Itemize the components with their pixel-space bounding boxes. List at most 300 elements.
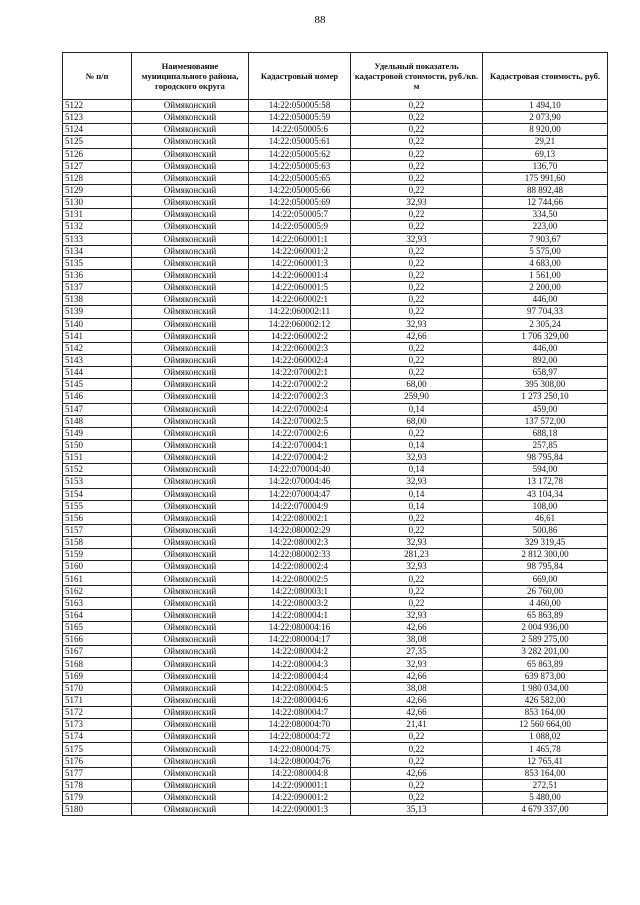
cadastral-number: 14:22:080002:29: [249, 524, 351, 536]
cadastral-value: 26 760,00: [483, 585, 608, 597]
row-number: 5161: [63, 573, 132, 585]
row-number: 5146: [63, 391, 132, 403]
table-row: [63, 767, 608, 779]
cadastral-number: 14:22:080002:1: [249, 512, 351, 524]
row-number: 5130: [63, 197, 132, 209]
unit-value: 32,93: [351, 476, 483, 488]
row-number: 5173: [63, 719, 132, 731]
row-number: 5145: [63, 379, 132, 391]
table-row: [63, 488, 608, 500]
cadastral-value: 5 480,00: [483, 792, 608, 804]
unit-value: 0,22: [351, 136, 483, 148]
cadastral-number: 14:22:080004:6: [249, 694, 351, 706]
district-name: Оймяконский: [132, 379, 249, 391]
district-name: Оймяконский: [132, 634, 249, 646]
district-name: Оймяконский: [132, 779, 249, 791]
row-number: 5149: [63, 427, 132, 439]
row-number: 5167: [63, 646, 132, 658]
cadastral-number: 14:22:080004:17: [249, 634, 351, 646]
unit-value: 0,22: [351, 100, 483, 112]
cadastral-number: 14:22:060002:11: [249, 306, 351, 318]
table-row: [63, 342, 608, 354]
cadastral-value: 13 172,78: [483, 476, 608, 488]
table-row: [63, 257, 608, 269]
cadastral-value: 12 560 664,00: [483, 719, 608, 731]
row-number: 5165: [63, 622, 132, 634]
unit-value: 0,22: [351, 512, 483, 524]
unit-value: 42,66: [351, 707, 483, 719]
row-number: 5155: [63, 500, 132, 512]
cadastral-number: 14:22:080004:3: [249, 658, 351, 670]
cadastral-value: 2 073,90: [483, 112, 608, 124]
cadastral-value: 98 795,84: [483, 452, 608, 464]
header-unit-value: Удельный показатель кадастровой стоимости, руб./кв. м: [351, 53, 483, 100]
row-number: 5148: [63, 415, 132, 427]
row-number: 5126: [63, 148, 132, 160]
cadastral-value: 594,00: [483, 464, 608, 476]
row-number: 5147: [63, 403, 132, 415]
district-name: Оймяконский: [132, 561, 249, 573]
district-name: Оймяконский: [132, 646, 249, 658]
cadastral-value: 2 004 936,00: [483, 622, 608, 634]
district-name: Оймяконский: [132, 124, 249, 136]
cadastral-number: 14:22:050005:69: [249, 197, 351, 209]
unit-value: 42,66: [351, 767, 483, 779]
row-number: 5132: [63, 221, 132, 233]
cadastral-number: 14:22:050005:61: [249, 136, 351, 148]
row-number: 5153: [63, 476, 132, 488]
cadastral-number: 14:22:080002:4: [249, 561, 351, 573]
table-row: [63, 136, 608, 148]
table-row: [63, 427, 608, 439]
district-name: Оймяконский: [132, 415, 249, 427]
table-row: [63, 221, 608, 233]
district-name: Оймяконский: [132, 743, 249, 755]
table-row: [63, 354, 608, 366]
district-name: Оймяконский: [132, 354, 249, 366]
row-number: 5166: [63, 634, 132, 646]
table-header-row: [63, 53, 608, 100]
cadastral-value: 446,00: [483, 342, 608, 354]
cadastral-number: 14:22:080004:4: [249, 670, 351, 682]
unit-value: 0,22: [351, 257, 483, 269]
row-number: 5158: [63, 537, 132, 549]
unit-value: 0,22: [351, 221, 483, 233]
district-name: Оймяконский: [132, 221, 249, 233]
row-number: 5163: [63, 597, 132, 609]
table-row: [63, 524, 608, 536]
row-number: 5135: [63, 257, 132, 269]
cadastral-number: 14:22:090001:3: [249, 804, 351, 816]
table-row: [63, 779, 608, 791]
district-name: Оймяконский: [132, 184, 249, 196]
cadastral-number: 14:22:070004:2: [249, 452, 351, 464]
district-name: Оймяконский: [132, 233, 249, 245]
table-row: [63, 197, 608, 209]
unit-value: 0,14: [351, 488, 483, 500]
cadastral-value: 8 920,00: [483, 124, 608, 136]
cadastral-value: 1 273 250,10: [483, 391, 608, 403]
table-row: [63, 658, 608, 670]
row-number: 5150: [63, 439, 132, 451]
cadastral-number: 14:22:070004:40: [249, 464, 351, 476]
cadastral-number: 14:22:050005:65: [249, 172, 351, 184]
table-row: [63, 646, 608, 658]
row-number: 5131: [63, 209, 132, 221]
unit-value: 0,22: [351, 124, 483, 136]
district-name: Оймяконский: [132, 694, 249, 706]
cadastral-number: 14:22:070002:2: [249, 379, 351, 391]
cadastral-value: 1 706 329,00: [483, 330, 608, 342]
row-number: 5141: [63, 330, 132, 342]
row-number: 5138: [63, 294, 132, 306]
table-row: [63, 294, 608, 306]
row-number: 5125: [63, 136, 132, 148]
cadastral-number: 14:22:080002:5: [249, 573, 351, 585]
table-row: [63, 184, 608, 196]
table-row: [63, 403, 608, 415]
cadastral-number: 14:22:050005:59: [249, 112, 351, 124]
table-row: [63, 500, 608, 512]
district-name: Оймяконский: [132, 269, 249, 281]
cadastral-number: 14:22:070002:5: [249, 415, 351, 427]
district-name: Оймяконский: [132, 160, 249, 172]
cadastral-number: 14:22:080004:76: [249, 755, 351, 767]
unit-value: 0,22: [351, 172, 483, 184]
cadastral-number: 14:22:050005:62: [249, 148, 351, 160]
table-row: [63, 670, 608, 682]
unit-value: 0,22: [351, 354, 483, 366]
cadastral-number: 14:22:080004:5: [249, 682, 351, 694]
district-name: Оймяконский: [132, 403, 249, 415]
row-number: 5151: [63, 452, 132, 464]
page-number: 88: [314, 14, 326, 26]
table-row: [63, 537, 608, 549]
district-name: Оймяконский: [132, 658, 249, 670]
cadastral-value: 2 812 300,00: [483, 549, 608, 561]
unit-value: 0,22: [351, 573, 483, 585]
unit-value: 42,66: [351, 622, 483, 634]
table-row: [63, 792, 608, 804]
table-row: [63, 148, 608, 160]
district-name: Оймяконский: [132, 464, 249, 476]
row-number: 5180: [63, 804, 132, 816]
row-number: 5175: [63, 743, 132, 755]
district-name: Оймяконский: [132, 318, 249, 330]
table-row: [63, 573, 608, 585]
cadastral-value: 2 589 275,00: [483, 634, 608, 646]
district-name: Оймяконский: [132, 670, 249, 682]
row-number: 5136: [63, 269, 132, 281]
cadastral-value: 43 104,34: [483, 488, 608, 500]
district-name: Оймяконский: [132, 209, 249, 221]
row-number: 5164: [63, 609, 132, 621]
unit-value: 0,22: [351, 597, 483, 609]
row-number: 5139: [63, 306, 132, 318]
table-row: [63, 124, 608, 136]
cadastral-value: 1 561,00: [483, 269, 608, 281]
cadastral-value: 853 164,00: [483, 707, 608, 719]
table-row: [63, 476, 608, 488]
header-row-number: № п/п: [63, 53, 132, 100]
table-row: [63, 743, 608, 755]
unit-value: 281,23: [351, 549, 483, 561]
row-number: 5122: [63, 100, 132, 112]
cadastral-value: 1 088,02: [483, 731, 608, 743]
table-row: [63, 561, 608, 573]
row-number: 5152: [63, 464, 132, 476]
table-row: [63, 804, 608, 816]
cadastral-number: 14:22:080004:2: [249, 646, 351, 658]
district-name: Оймяконский: [132, 767, 249, 779]
cadastral-value: 12 744,66: [483, 197, 608, 209]
district-name: Оймяконский: [132, 439, 249, 451]
cadastral-number: 14:22:070004:47: [249, 488, 351, 500]
row-number: 5137: [63, 282, 132, 294]
table-row: [63, 306, 608, 318]
district-name: Оймяконский: [132, 500, 249, 512]
table-row: [63, 233, 608, 245]
row-number: 5143: [63, 354, 132, 366]
district-name: Оймяконский: [132, 427, 249, 439]
cadastral-number: 14:22:070004:9: [249, 500, 351, 512]
cadastral-value: 7 903,67: [483, 233, 608, 245]
unit-value: 68,00: [351, 379, 483, 391]
district-name: Оймяконский: [132, 597, 249, 609]
district-name: Оймяконский: [132, 330, 249, 342]
unit-value: 0,22: [351, 294, 483, 306]
cadastral-value: 4 460,00: [483, 597, 608, 609]
cadastral-value: 395 308,00: [483, 379, 608, 391]
unit-value: 0,22: [351, 755, 483, 767]
district-name: Оймяконский: [132, 391, 249, 403]
unit-value: 0,22: [351, 427, 483, 439]
unit-value: 32,93: [351, 318, 483, 330]
row-number: 5169: [63, 670, 132, 682]
cadastral-value: 334,50: [483, 209, 608, 221]
row-number: 5123: [63, 112, 132, 124]
cadastral-number: 14:22:080004:7: [249, 707, 351, 719]
cadastral-number: 14:22:060001:2: [249, 245, 351, 257]
cadastral-value: 446,00: [483, 294, 608, 306]
table-row: [63, 464, 608, 476]
district-name: Оймяконский: [132, 549, 249, 561]
cadastral-number: 14:22:050005:66: [249, 184, 351, 196]
table-row: [63, 318, 608, 330]
row-number: 5133: [63, 233, 132, 245]
district-name: Оймяконский: [132, 172, 249, 184]
row-number: 5127: [63, 160, 132, 172]
cadastral-value: 4 683,00: [483, 257, 608, 269]
table-row: [63, 694, 608, 706]
unit-value: 32,93: [351, 452, 483, 464]
cadastral-number: 14:22:060001:3: [249, 257, 351, 269]
cadastral-value: 1 980 034,00: [483, 682, 608, 694]
unit-value: 32,93: [351, 537, 483, 549]
cadastral-number: 14:22:070002:6: [249, 427, 351, 439]
unit-value: 42,66: [351, 330, 483, 342]
cadastral-value: 136,70: [483, 160, 608, 172]
cadastral-number: 14:22:060001:4: [249, 269, 351, 281]
table-row: [63, 160, 608, 172]
table-row: [63, 439, 608, 451]
district-name: Оймяконский: [132, 112, 249, 124]
unit-value: 0,22: [351, 148, 483, 160]
district-name: Оймяконский: [132, 537, 249, 549]
cadastral-value: 459,00: [483, 403, 608, 415]
cadastral-value: 97 704,33: [483, 306, 608, 318]
unit-value: 0,22: [351, 245, 483, 257]
table-body: [63, 100, 608, 816]
row-number: 5144: [63, 367, 132, 379]
unit-value: 27,35: [351, 646, 483, 658]
unit-value: 0,22: [351, 112, 483, 124]
row-number: 5128: [63, 172, 132, 184]
table-row: [63, 452, 608, 464]
row-number: 5156: [63, 512, 132, 524]
table-row: [63, 391, 608, 403]
district-name: Оймяконский: [132, 306, 249, 318]
cadastral-value: 892,00: [483, 354, 608, 366]
district-name: Оймяконский: [132, 282, 249, 294]
cadastral-number: 14:22:050005:7: [249, 209, 351, 221]
table-row: [63, 719, 608, 731]
unit-value: 0,22: [351, 184, 483, 196]
unit-value: 0,22: [351, 306, 483, 318]
cadastral-value: 426 582,00: [483, 694, 608, 706]
cadastral-number: 14:22:090001:1: [249, 779, 351, 791]
table-row: [63, 379, 608, 391]
district-name: Оймяконский: [132, 100, 249, 112]
cadastral-value: 88 892,48: [483, 184, 608, 196]
cadastral-value: 29,21: [483, 136, 608, 148]
unit-value: 0,14: [351, 464, 483, 476]
cadastral-value: 669,00: [483, 573, 608, 585]
district-name: Оймяконский: [132, 342, 249, 354]
cadastral-number: 14:22:080004:72: [249, 731, 351, 743]
cadastral-number: 14:22:050005:9: [249, 221, 351, 233]
cadastral-number: 14:22:060001:5: [249, 282, 351, 294]
unit-value: 42,66: [351, 670, 483, 682]
unit-value: 0,14: [351, 439, 483, 451]
table-row: [63, 367, 608, 379]
unit-value: 0,22: [351, 779, 483, 791]
table-row: [63, 755, 608, 767]
cadastral-number: 14:22:050005:58: [249, 100, 351, 112]
district-name: Оймяконский: [132, 488, 249, 500]
district-name: Оймяконский: [132, 792, 249, 804]
district-name: Оймяконский: [132, 476, 249, 488]
unit-value: 32,93: [351, 609, 483, 621]
district-name: Оймяконский: [132, 512, 249, 524]
row-number: 5134: [63, 245, 132, 257]
row-number: 5176: [63, 755, 132, 767]
row-number: 5179: [63, 792, 132, 804]
cadastral-value: 2 200,00: [483, 282, 608, 294]
district-name: Оймяконский: [132, 524, 249, 536]
cadastral-number: 14:22:050005:6: [249, 124, 351, 136]
cadastral-value: 257,85: [483, 439, 608, 451]
cadastral-value: 46,61: [483, 512, 608, 524]
table-row: [63, 112, 608, 124]
cadastral-number: 14:22:080004:1: [249, 609, 351, 621]
unit-value: 0,22: [351, 282, 483, 294]
cadastral-number: 14:22:060002:4: [249, 354, 351, 366]
cadastral-number: 14:22:090001:2: [249, 792, 351, 804]
row-number: 5172: [63, 707, 132, 719]
header-cadastral-number: Кадастровый номер: [249, 53, 351, 100]
district-name: Оймяконский: [132, 585, 249, 597]
district-name: Оймяконский: [132, 294, 249, 306]
table-row: [63, 549, 608, 561]
header-cadastral-value: Кадастровая стоимость, руб.: [483, 53, 608, 100]
cadastral-value: 69,13: [483, 148, 608, 160]
district-name: Оймяконский: [132, 622, 249, 634]
row-number: 5142: [63, 342, 132, 354]
cadastral-value-table: [62, 52, 608, 816]
district-name: Оймяконский: [132, 367, 249, 379]
row-number: 5168: [63, 658, 132, 670]
table-row: [63, 731, 608, 743]
district-name: Оймяконский: [132, 719, 249, 731]
cadastral-number: 14:22:070002:4: [249, 403, 351, 415]
unit-value: 0,22: [351, 160, 483, 172]
table-row: [63, 269, 608, 281]
cadastral-value: 500,86: [483, 524, 608, 536]
cadastral-value: 272,51: [483, 779, 608, 791]
unit-value: 32,93: [351, 658, 483, 670]
cadastral-value: 137 572,00: [483, 415, 608, 427]
row-number: 5170: [63, 682, 132, 694]
cadastral-number: 14:22:070002:3: [249, 391, 351, 403]
district-name: Оймяконский: [132, 609, 249, 621]
row-number: 5124: [63, 124, 132, 136]
header-district: Наименование муниципального района, городского округа: [132, 53, 249, 100]
district-name: Оймяконский: [132, 452, 249, 464]
district-name: Оймяконский: [132, 707, 249, 719]
row-number: 5178: [63, 779, 132, 791]
cadastral-number: 14:22:080002:3: [249, 537, 351, 549]
unit-value: 32,93: [351, 233, 483, 245]
cadastral-value: 853 164,00: [483, 767, 608, 779]
unit-value: 0,22: [351, 585, 483, 597]
table-row: [63, 585, 608, 597]
cadastral-number: 14:22:080003:2: [249, 597, 351, 609]
unit-value: 38,08: [351, 682, 483, 694]
district-name: Оймяконский: [132, 245, 249, 257]
table-row: [63, 172, 608, 184]
unit-value: 259,90: [351, 391, 483, 403]
row-number: 5162: [63, 585, 132, 597]
cadastral-value: 639 873,00: [483, 670, 608, 682]
cadastral-number: 14:22:060001:1: [249, 233, 351, 245]
cadastral-number: 14:22:070004:1: [249, 439, 351, 451]
row-number: 5140: [63, 318, 132, 330]
table-row: [63, 597, 608, 609]
unit-value: 0,22: [351, 342, 483, 354]
unit-value: 32,93: [351, 561, 483, 573]
cadastral-number: 14:22:080002:33: [249, 549, 351, 561]
row-number: 5159: [63, 549, 132, 561]
row-number: 5154: [63, 488, 132, 500]
unit-value: 42,66: [351, 694, 483, 706]
cadastral-value: 1 465,78: [483, 743, 608, 755]
unit-value: 0,14: [351, 500, 483, 512]
cadastral-number: 14:22:080003:1: [249, 585, 351, 597]
cadastral-number: 14:22:080004:16: [249, 622, 351, 634]
unit-value: 38,08: [351, 634, 483, 646]
cadastral-value: 12 765,41: [483, 755, 608, 767]
